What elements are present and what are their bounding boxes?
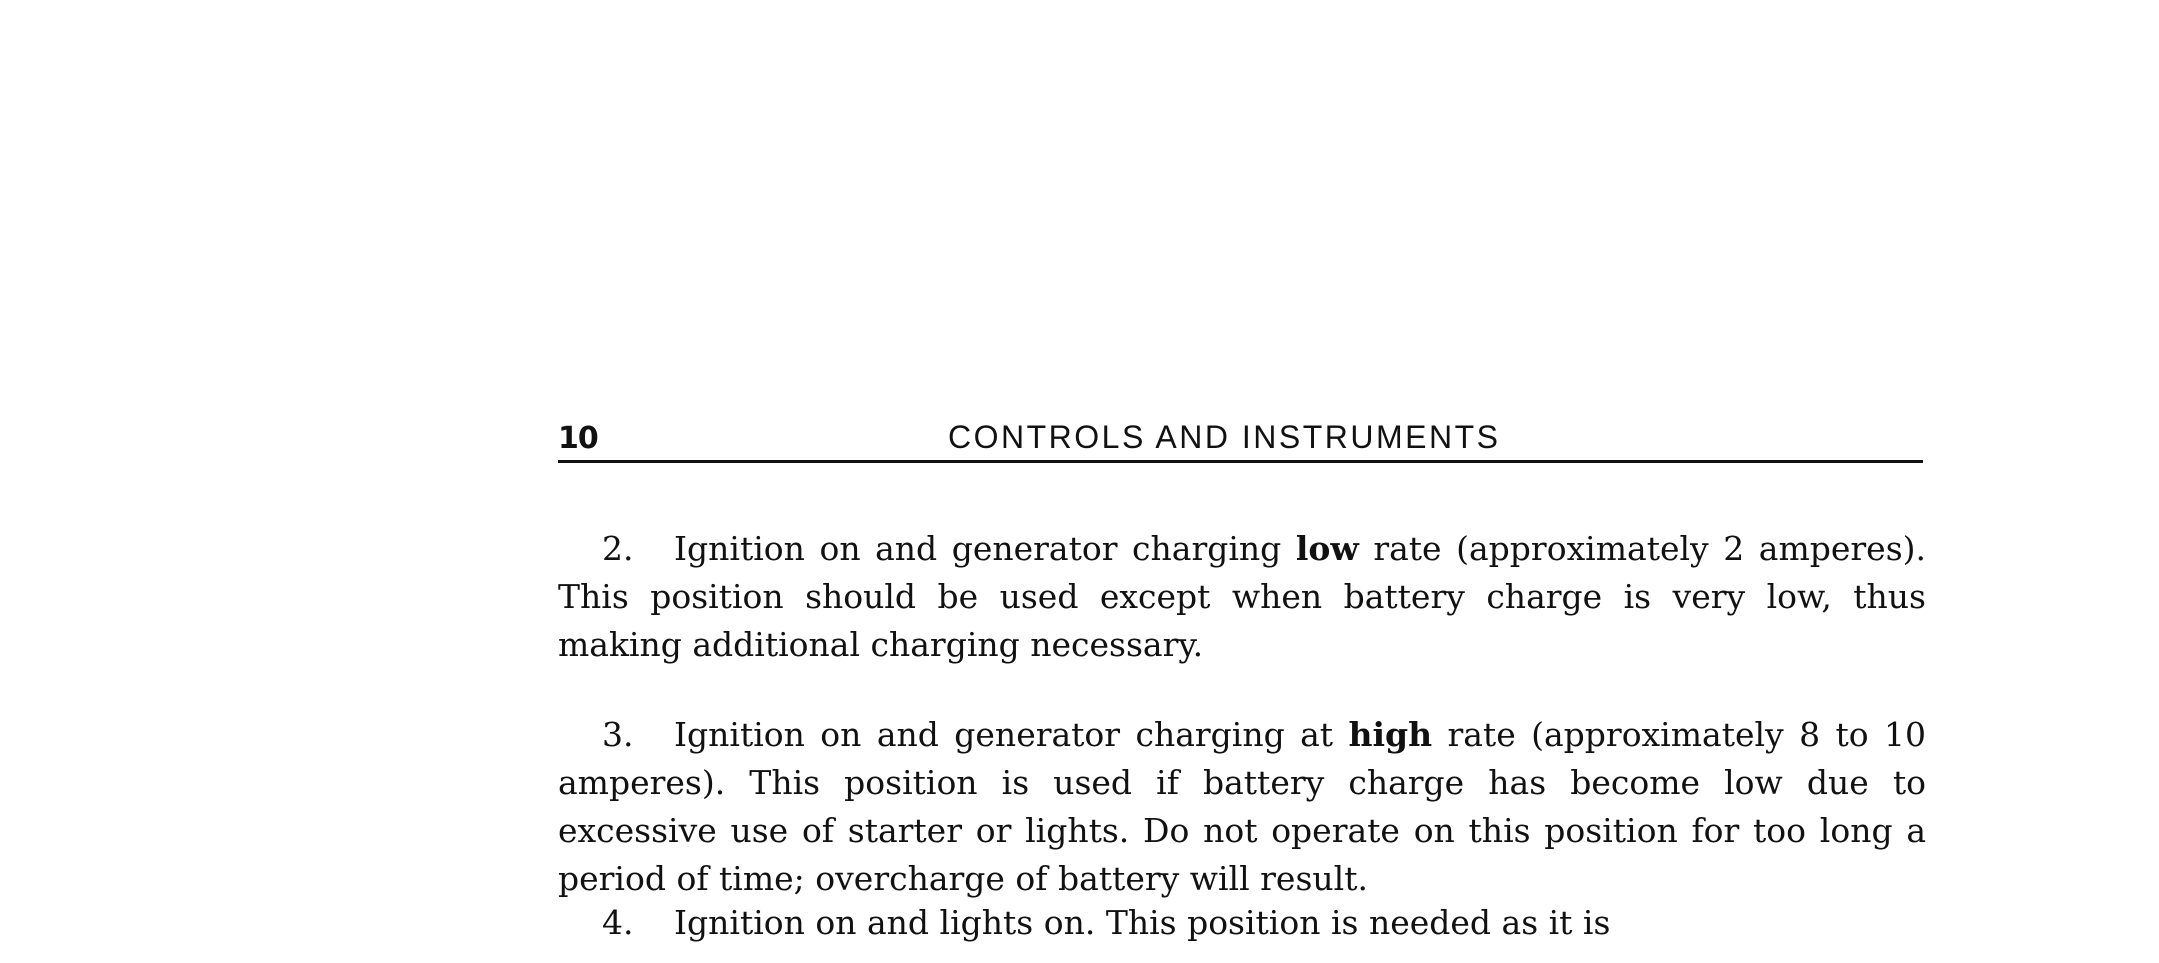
emphasis-text: low	[1295, 529, 1359, 568]
paragraph-text: Ignition on and generator charging	[674, 529, 1296, 568]
paragraph-2	[558, 525, 1926, 669]
paragraph-text: Ignition on and lights on. This position is needed as it is	[674, 903, 1611, 942]
emphasis-text: high	[1348, 715, 1433, 754]
page-header	[558, 415, 1923, 463]
paragraph-text: Ignition on and generator charging at	[674, 715, 1349, 754]
running-title: CONTROLS AND INSTRUMENTS	[948, 419, 1501, 455]
paragraph-text: rate (approximately 8 to 10 amperes). This position is used if battery charge has become low due to excessive use of starter or lights. Do not operate on this position for too long a period of time; overcharge of battery will result.	[558, 715, 1927, 898]
page-number: 10	[558, 421, 598, 456]
paragraph-text: rate (approximately 2 amperes). This position should be used except when battery charge is very low, thus making additional charging necessary.	[558, 529, 1926, 664]
paragraph-4	[558, 899, 1926, 947]
paragraph-number: 2.	[602, 529, 634, 568]
paragraph-number: 3.	[602, 715, 634, 754]
paragraph-number: 4.	[602, 903, 634, 942]
paragraph-3	[558, 711, 1926, 903]
